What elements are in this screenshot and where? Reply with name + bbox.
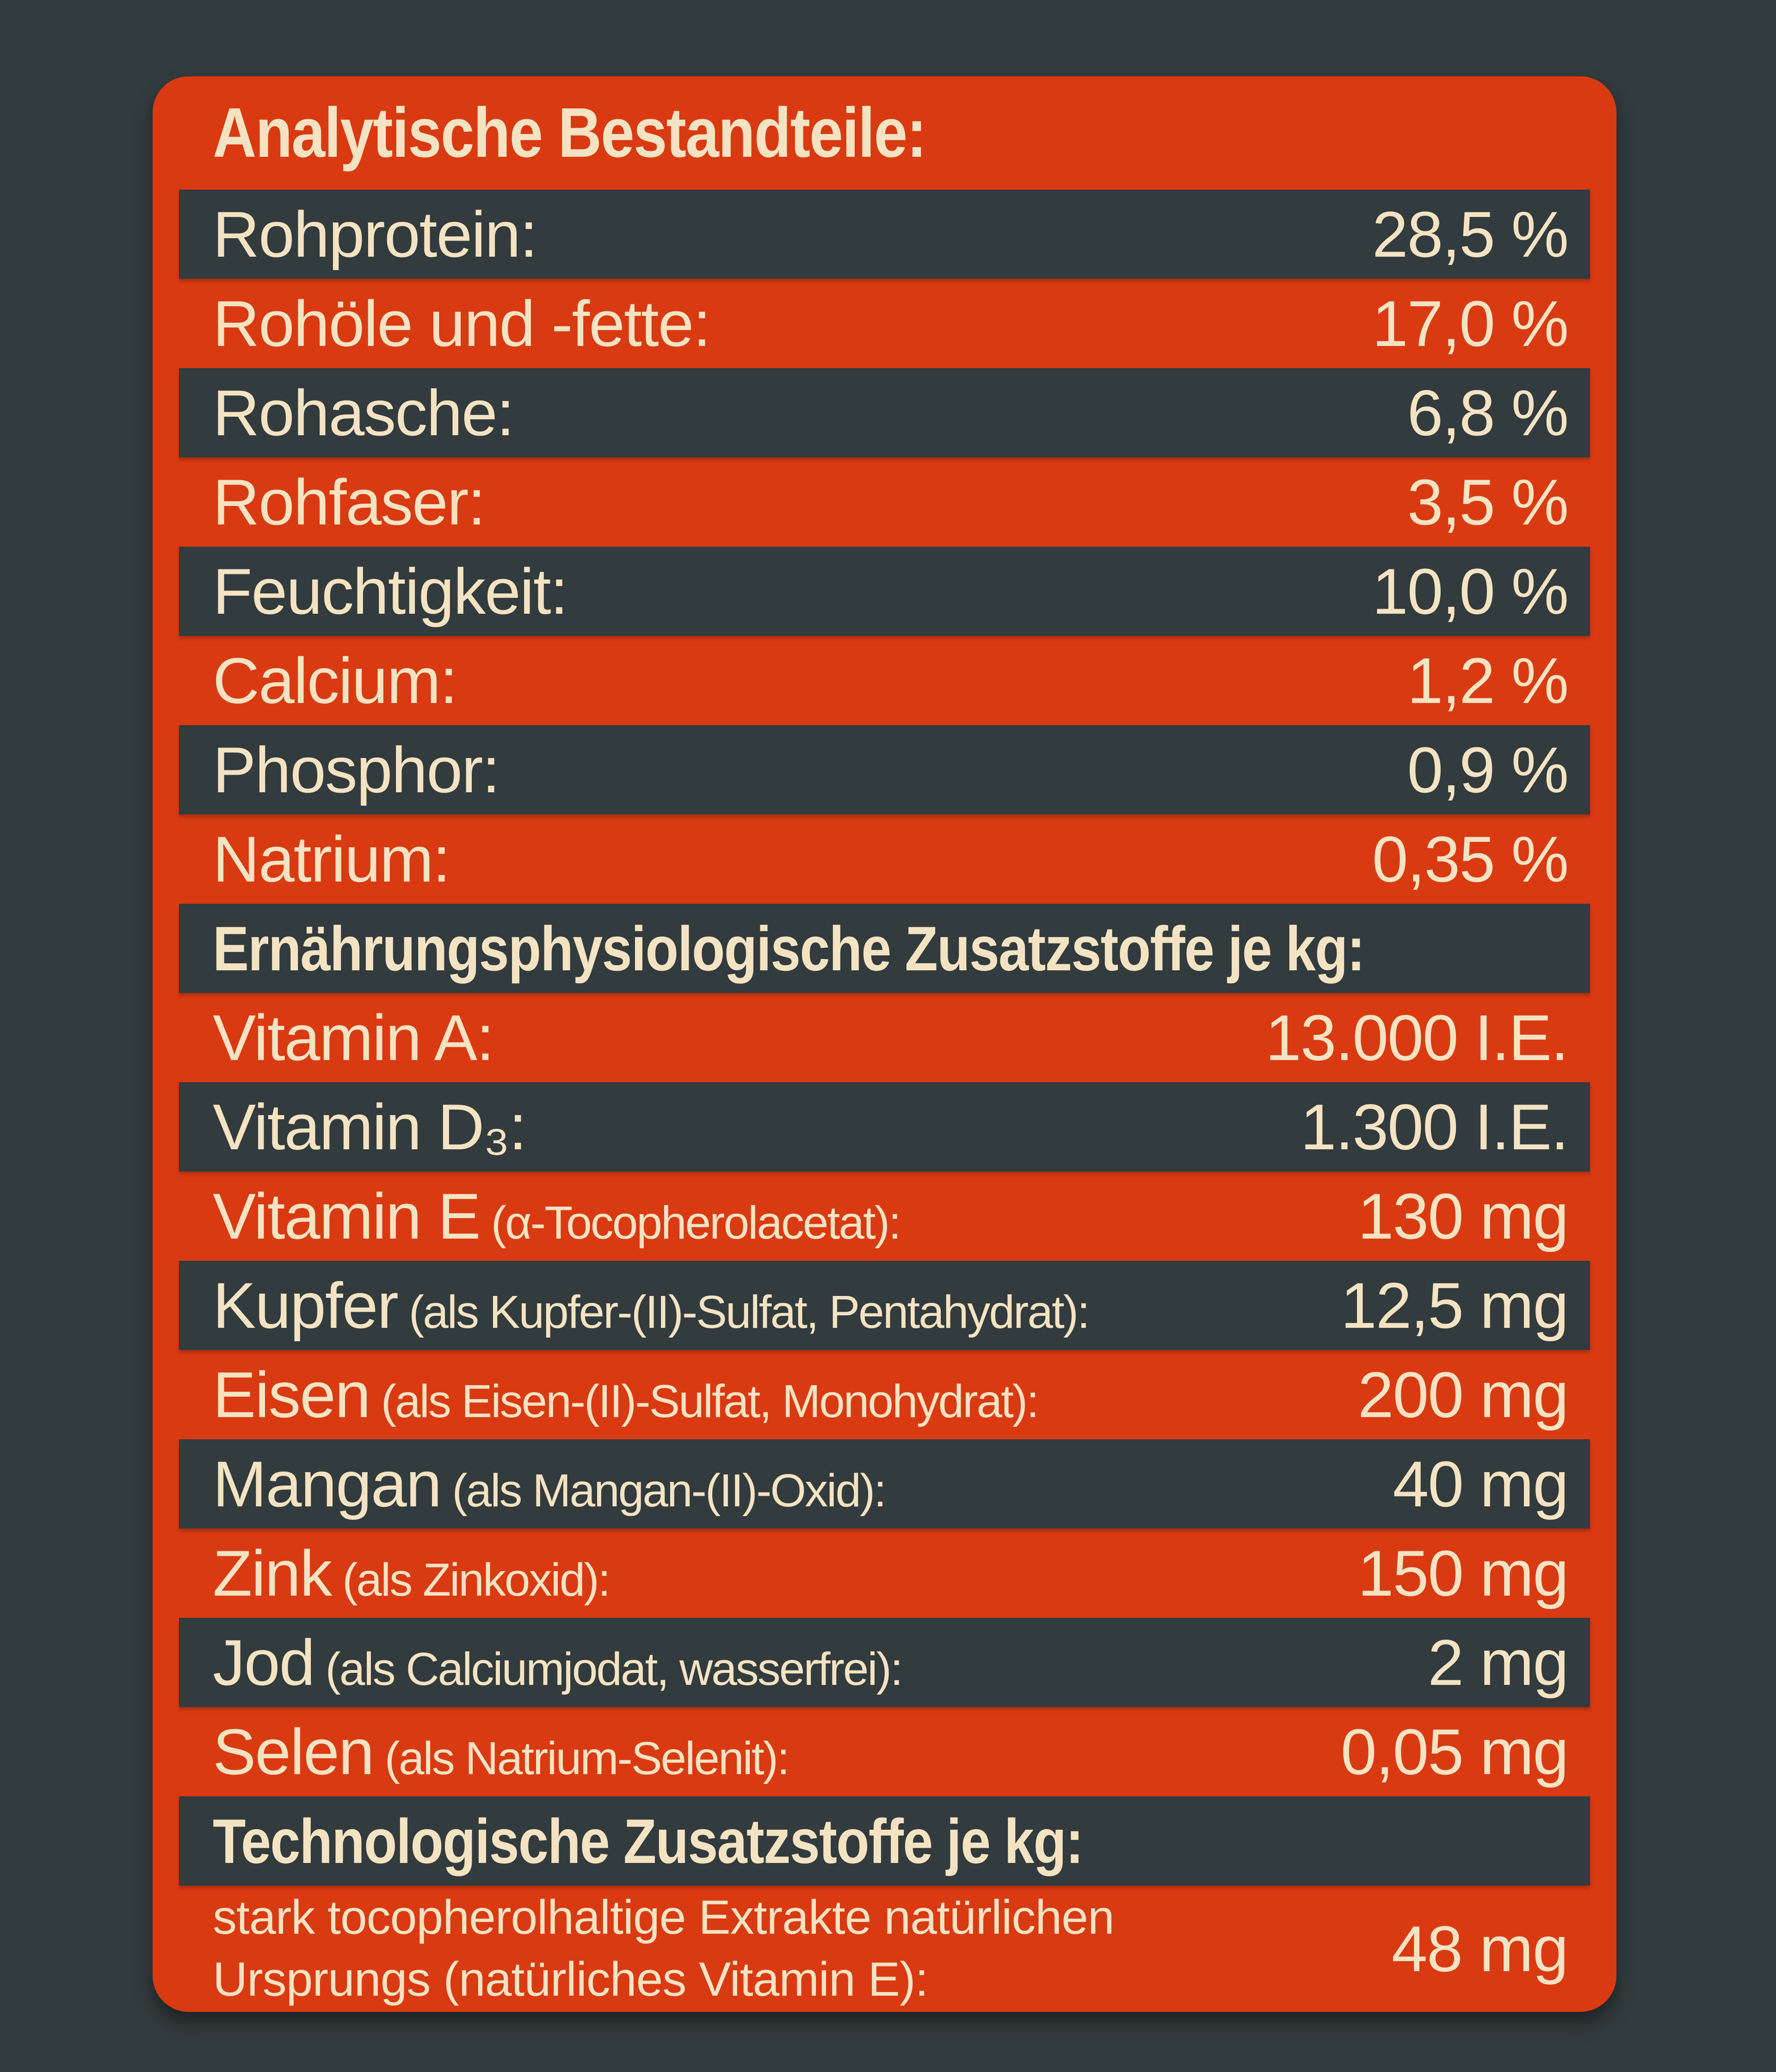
row-value: 48 mg xyxy=(1391,1912,1568,1985)
row-label xyxy=(213,1805,1225,1877)
row-value: 13.000 I.E. xyxy=(1265,1001,1568,1074)
row-label-text: Kupfer xyxy=(213,1269,398,1342)
row-label xyxy=(213,913,1552,985)
row-label-note: (als Mangan-(II)-Oxid): xyxy=(452,1464,886,1517)
row-label-text: Vitamin D₃: xyxy=(213,1090,526,1163)
row-label xyxy=(213,1090,526,1165)
row-label-text: Phosphor: xyxy=(213,733,500,806)
row-value: 150 mg xyxy=(1357,1536,1568,1610)
nutrient-row xyxy=(179,1618,1590,1707)
row-label xyxy=(213,465,485,540)
row-value: 2 mg xyxy=(1428,1626,1568,1699)
nutrient-row xyxy=(179,190,1590,279)
row-label xyxy=(213,197,537,272)
row-label-text: Ernährungsphysiologische Zusatzstoffe je kg: xyxy=(213,913,1364,984)
nutrient-row xyxy=(179,457,1590,547)
row-label xyxy=(213,376,513,450)
row-label xyxy=(213,554,567,629)
nutrient-row-tall xyxy=(179,1886,1590,2012)
row-label-text: Rohprotein: xyxy=(213,197,537,271)
row-label-text: Vitamin A: xyxy=(213,1001,493,1074)
row-label xyxy=(213,643,457,718)
row-value: 28,5 % xyxy=(1372,197,1568,271)
row-value: 130 mg xyxy=(1357,1179,1568,1252)
row-label-note: (als Eisen-(II)-Sulfat, Monohydrat): xyxy=(381,1375,1038,1427)
row-value: 1.300 I.E. xyxy=(1300,1090,1568,1163)
row-label-text: Rohasche: xyxy=(213,376,514,449)
section-header-row xyxy=(179,904,1590,993)
row-label-note: (α-Tocopherolacetat): xyxy=(491,1196,900,1249)
row-value: 6,8 % xyxy=(1407,376,1568,449)
row-label-text: Technologische Zusatzstoffe je kg: xyxy=(213,1806,1083,1876)
nutrient-row xyxy=(179,547,1590,636)
nutrient-row xyxy=(179,1707,1590,1796)
nutrient-row xyxy=(179,1439,1590,1529)
row-label-note: (als Natrium-Selenit): xyxy=(384,1732,789,1784)
nutrient-row xyxy=(179,368,1590,457)
row-label xyxy=(213,92,1042,173)
table-title-row xyxy=(179,76,1590,190)
row-label xyxy=(213,1357,1038,1432)
nutrient-row xyxy=(179,1172,1590,1261)
row-value: 17,0 % xyxy=(1372,287,1568,360)
row-label-text: Jod xyxy=(213,1626,314,1699)
nutrient-row xyxy=(179,814,1590,904)
row-value: 3,5 % xyxy=(1407,465,1568,538)
row-label-line: Ursprungs (natürliches Vitamin E): xyxy=(213,1952,928,2006)
row-value: 1,2 % xyxy=(1407,644,1568,717)
row-value: 12,5 mg xyxy=(1340,1269,1568,1342)
row-label-text: Rohfaser: xyxy=(213,465,485,538)
row-label-text: Selen xyxy=(213,1715,374,1788)
nutrient-row xyxy=(179,1261,1590,1350)
row-label xyxy=(213,1179,900,1254)
section-header-row xyxy=(179,1796,1590,1886)
row-value: 0,35 % xyxy=(1372,822,1568,895)
row-label-text: Feuchtigkeit: xyxy=(213,555,567,628)
row-label xyxy=(213,733,499,808)
row-label-text: Rohöle und -fette: xyxy=(213,287,710,360)
nutrient-row xyxy=(179,1529,1590,1618)
row-value: 200 mg xyxy=(1357,1358,1568,1431)
row-label xyxy=(213,1447,885,1522)
row-value: 10,0 % xyxy=(1372,555,1568,628)
nutrient-row xyxy=(179,279,1590,368)
row-label xyxy=(213,1000,493,1075)
row-label xyxy=(213,1714,789,1789)
row-label-note: (als Calciumjodat, wasserfrei): xyxy=(325,1643,902,1695)
row-label-note: (als Zinkoxid): xyxy=(342,1554,610,1606)
row-value: 40 mg xyxy=(1393,1447,1568,1520)
row-label-text: Zink xyxy=(213,1536,332,1610)
row-label-text: Calcium: xyxy=(213,644,457,717)
row-value: 0,05 mg xyxy=(1340,1715,1568,1788)
row-label-text: Mangan xyxy=(213,1447,441,1520)
row-label xyxy=(213,822,450,897)
row-label-text: Analytische Bestandteile: xyxy=(213,93,926,172)
nutrient-row xyxy=(179,725,1590,814)
nutrient-row xyxy=(179,1350,1590,1439)
row-value: 0,9 % xyxy=(1407,733,1568,806)
row-label xyxy=(213,1268,1089,1343)
row-label xyxy=(213,1536,609,1611)
row-label-line: stark tocopherolhaltige Extrakte natürlichen xyxy=(213,1891,1114,1945)
row-label-text: Vitamin E xyxy=(213,1179,480,1252)
nutrient-row xyxy=(179,993,1590,1082)
nutrient-row xyxy=(179,636,1590,725)
row-label xyxy=(213,1887,1114,2010)
nutrient-row xyxy=(179,1082,1590,1172)
row-label-text: Natrium: xyxy=(213,822,450,895)
nutrition-card xyxy=(153,76,1616,2012)
row-label-text: Eisen xyxy=(213,1358,370,1431)
row-label xyxy=(213,286,710,361)
row-label-note: (als Kupfer-(II)-Sulfat, Pentahydrat): xyxy=(408,1286,1089,1338)
row-label xyxy=(213,1625,902,1700)
